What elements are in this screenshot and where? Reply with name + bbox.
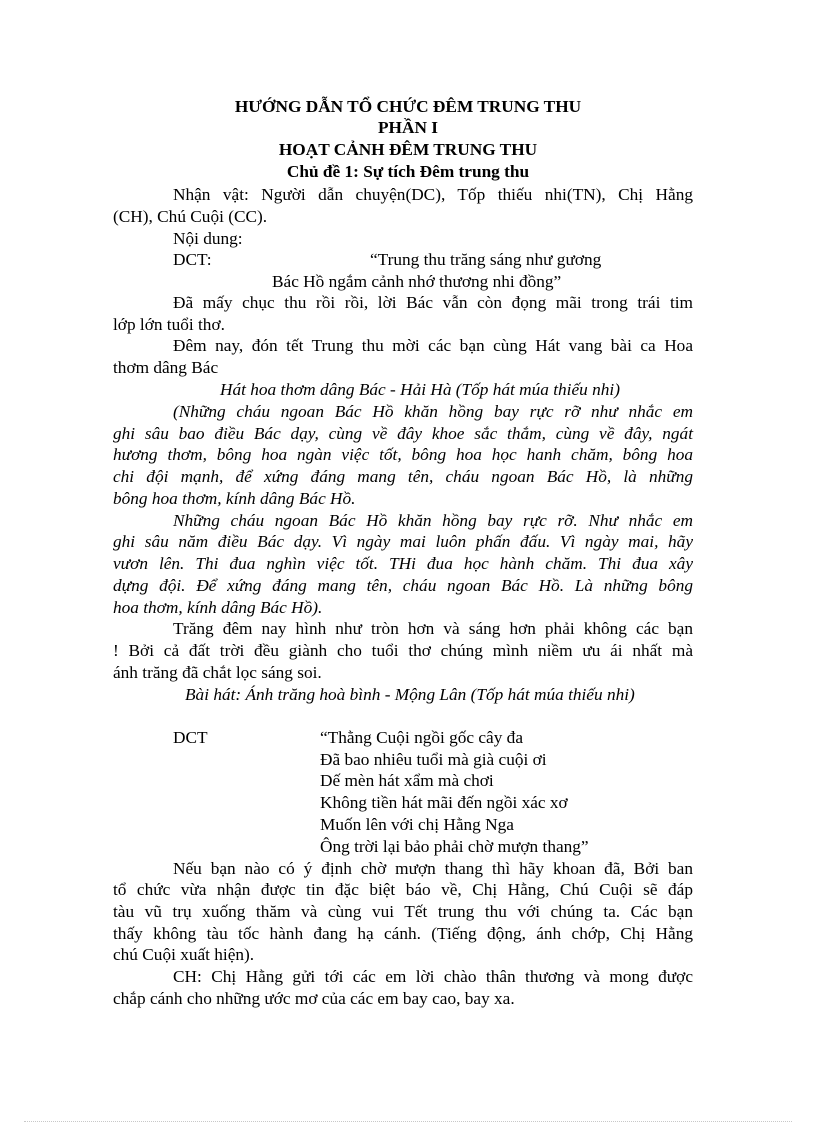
- paragraph-1-line-2: lớp lớn tuổi thơ.: [113, 315, 225, 334]
- poem-line: Dế mèn hát xẩm mà chơi: [320, 771, 494, 790]
- paragraph-4-line-2: tổ chức vừa nhận được tin đặc biệt báo về, Chị Hằng, Chú Cuội sẽ đáp: [113, 880, 693, 899]
- paragraph-4-line-3: tàu vũ trụ xuống thăm và cùng vui Tết trung thu với chúng ta. Các bạn: [113, 902, 693, 921]
- paragraph-3-line-1: Trăng đêm nay hình như tròn hơn và sáng hơn phải không các bạn: [173, 619, 693, 638]
- verse-line-1: “Trung thu trăng sáng như gương: [370, 250, 602, 269]
- lyric-2-line-1: Những cháu ngoan Bác Hồ khăn hồng bay rực rỡ. Như nhắc em: [173, 511, 693, 530]
- paragraph-1-line-1: Đã mấy chục thu rồi rồi, lời Bác vẫn còn đọng mãi trong trái tim: [173, 293, 693, 312]
- paragraph-4-line-1: Nếu bạn nào có ý định chờ mượn thang thì hãy khoan đã, Bởi ban: [173, 859, 693, 878]
- paragraph-4-line-4: thấy không tàu tốc hành đang hạ cánh. (Tiếng động, ánh chớp, Chị Hằng: [113, 924, 693, 943]
- lyric-1-line-2: ghi sâu bao điều Bác dạy, cùng về đây khoe sắc thắm, cùng về đây, ngát: [113, 424, 693, 443]
- paragraph-2-line-1: Đêm nay, đón tết Trung thu mời các bạn cùng Hát vang bài ca Hoa: [173, 336, 693, 355]
- lyric-2-line-2: ghi sâu năm điều Bác dạy. Vì ngày mai luôn phấn đấu. Vì ngày mai, hãy: [113, 532, 693, 551]
- dct-label-2: DCT: [173, 728, 208, 747]
- poem-line: Ông trời lại bảo phải chờ mượn thang”: [320, 837, 589, 856]
- song-2-credit: Bài hát: Ánh trăng hoà bình - Mộng Lân (Tốp hát múa thiếu nhi): [185, 685, 635, 704]
- lyric-2-line-5: hoa thơm, kính dâng Bác Hồ).: [113, 598, 323, 617]
- content-label: Nội dung:: [173, 229, 243, 248]
- lyric-1-line-3: hương thơm, bông hoa ngàn việc tốt, bông hoa học hanh chăm, bông hoa: [113, 445, 693, 464]
- section-heading: HOẠT CẢNH ĐÊM TRUNG THU: [278, 140, 538, 159]
- paragraph-2-line-2: thơm dâng Bác: [113, 358, 219, 377]
- poem-line: Đã bao nhiêu tuổi mà già cuội ơi: [320, 750, 547, 769]
- lyric-1-line-4: chi đội mạnh, để xứng đáng mang tên, cháu ngoan Bác Hồ, là những: [113, 467, 693, 486]
- song-1-credit: Hát hoa thơm dâng Bác - Hải Hà (Tốp hát múa thiếu nhi): [220, 380, 620, 399]
- topic-heading: Chủ đề 1: Sự tích Đêm trung thu: [286, 162, 530, 181]
- paragraph-5-line-1: CH: Chị Hằng gửi tới các em lời chào thân thương và mong được: [173, 967, 693, 986]
- paragraph-3-line-2: ! Bởi cả đất trời đều giành cho tuổi thơ chúng mình niềm ưu ái nhất mà: [113, 641, 693, 660]
- lyric-2-line-4: dựng đội. Để xứng đáng mang tên, cháu ngoan Bác Hồ. Là những bông: [113, 576, 693, 595]
- paragraph-3-line-3: ánh trăng đã chắt lọc sáng soi.: [113, 663, 322, 682]
- lyric-1-line-5: bông hoa thơm, kính dâng Bác Hồ.: [113, 489, 356, 508]
- dct-label-1: DCT:: [173, 250, 212, 269]
- lyric-2-line-3: vươn lên. Thi đua nghìn việc tốt. THi đua học hành chăm. Thi đua xây: [113, 554, 693, 573]
- lyric-1-line-1: (Những cháu ngoan Bác Hồ khăn hồng bay rực rỡ như nhắc em: [173, 402, 693, 421]
- poem-line: Không tiền hát mãi đến ngồi xác xơ: [320, 793, 568, 812]
- document-title: HƯỚNG DẪN TỔ CHỨC ĐÊM TRUNG THU: [234, 97, 582, 116]
- page-bottom-border: [24, 1121, 792, 1122]
- characters-line-2: (CH), Chú Cuội (CC).: [113, 207, 268, 226]
- paragraph-4-line-5: chú Cuội xuất hiện).: [113, 945, 255, 964]
- paragraph-5-line-2: chắp cánh cho những ước mơ của các em bay cao, bay xa.: [113, 989, 515, 1008]
- verse-line-2: Bác Hồ ngắm cảnh nhớ thương nhi đồng”: [272, 272, 562, 291]
- poem-line: Muốn lên với chị Hằng Nga: [320, 815, 514, 834]
- characters-line-1: Nhận vật: Người dẫn chuyện(DC), Tốp thiếu nhi(TN), Chị Hằng: [173, 185, 693, 204]
- poem-line: “Thằng Cuội ngồi gốc cây đa: [320, 728, 523, 747]
- part-heading: PHẦN I: [377, 118, 438, 137]
